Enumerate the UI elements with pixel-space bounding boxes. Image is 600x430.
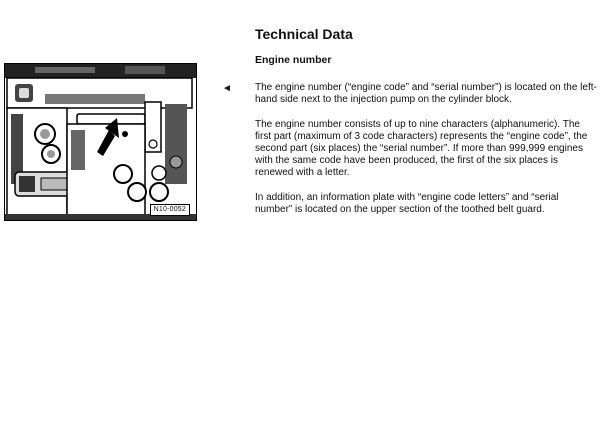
- figure-code-label: N10-0052: [150, 204, 190, 216]
- page-title: Technical Data: [255, 26, 353, 42]
- paragraph-location: The engine number (“engine code” and “serial number”) is located on the left-hand side next to the injection pump on the cylinder block.: [255, 82, 597, 105]
- paragraph-info-plate: In addition, an information plate with “engine code letters” and “serial number” is located on the upper section of the toothed belt guard.: [255, 192, 559, 215]
- section-subtitle: Engine number: [255, 54, 332, 66]
- engine-illustration: [4, 63, 197, 221]
- engine-block-drawing: [5, 64, 196, 220]
- pointer-arrow-icon: ◄: [222, 83, 232, 94]
- paragraph-structure: The engine number consists of up to nine characters (alphanumeric). The first part (maximum of 3 code characters) represents the “engine code”, the second part (six places) the “serial number”. If more than 999,999 engines with the same code have been produced, the first of the six places is renewed with a letter.: [255, 119, 588, 178]
